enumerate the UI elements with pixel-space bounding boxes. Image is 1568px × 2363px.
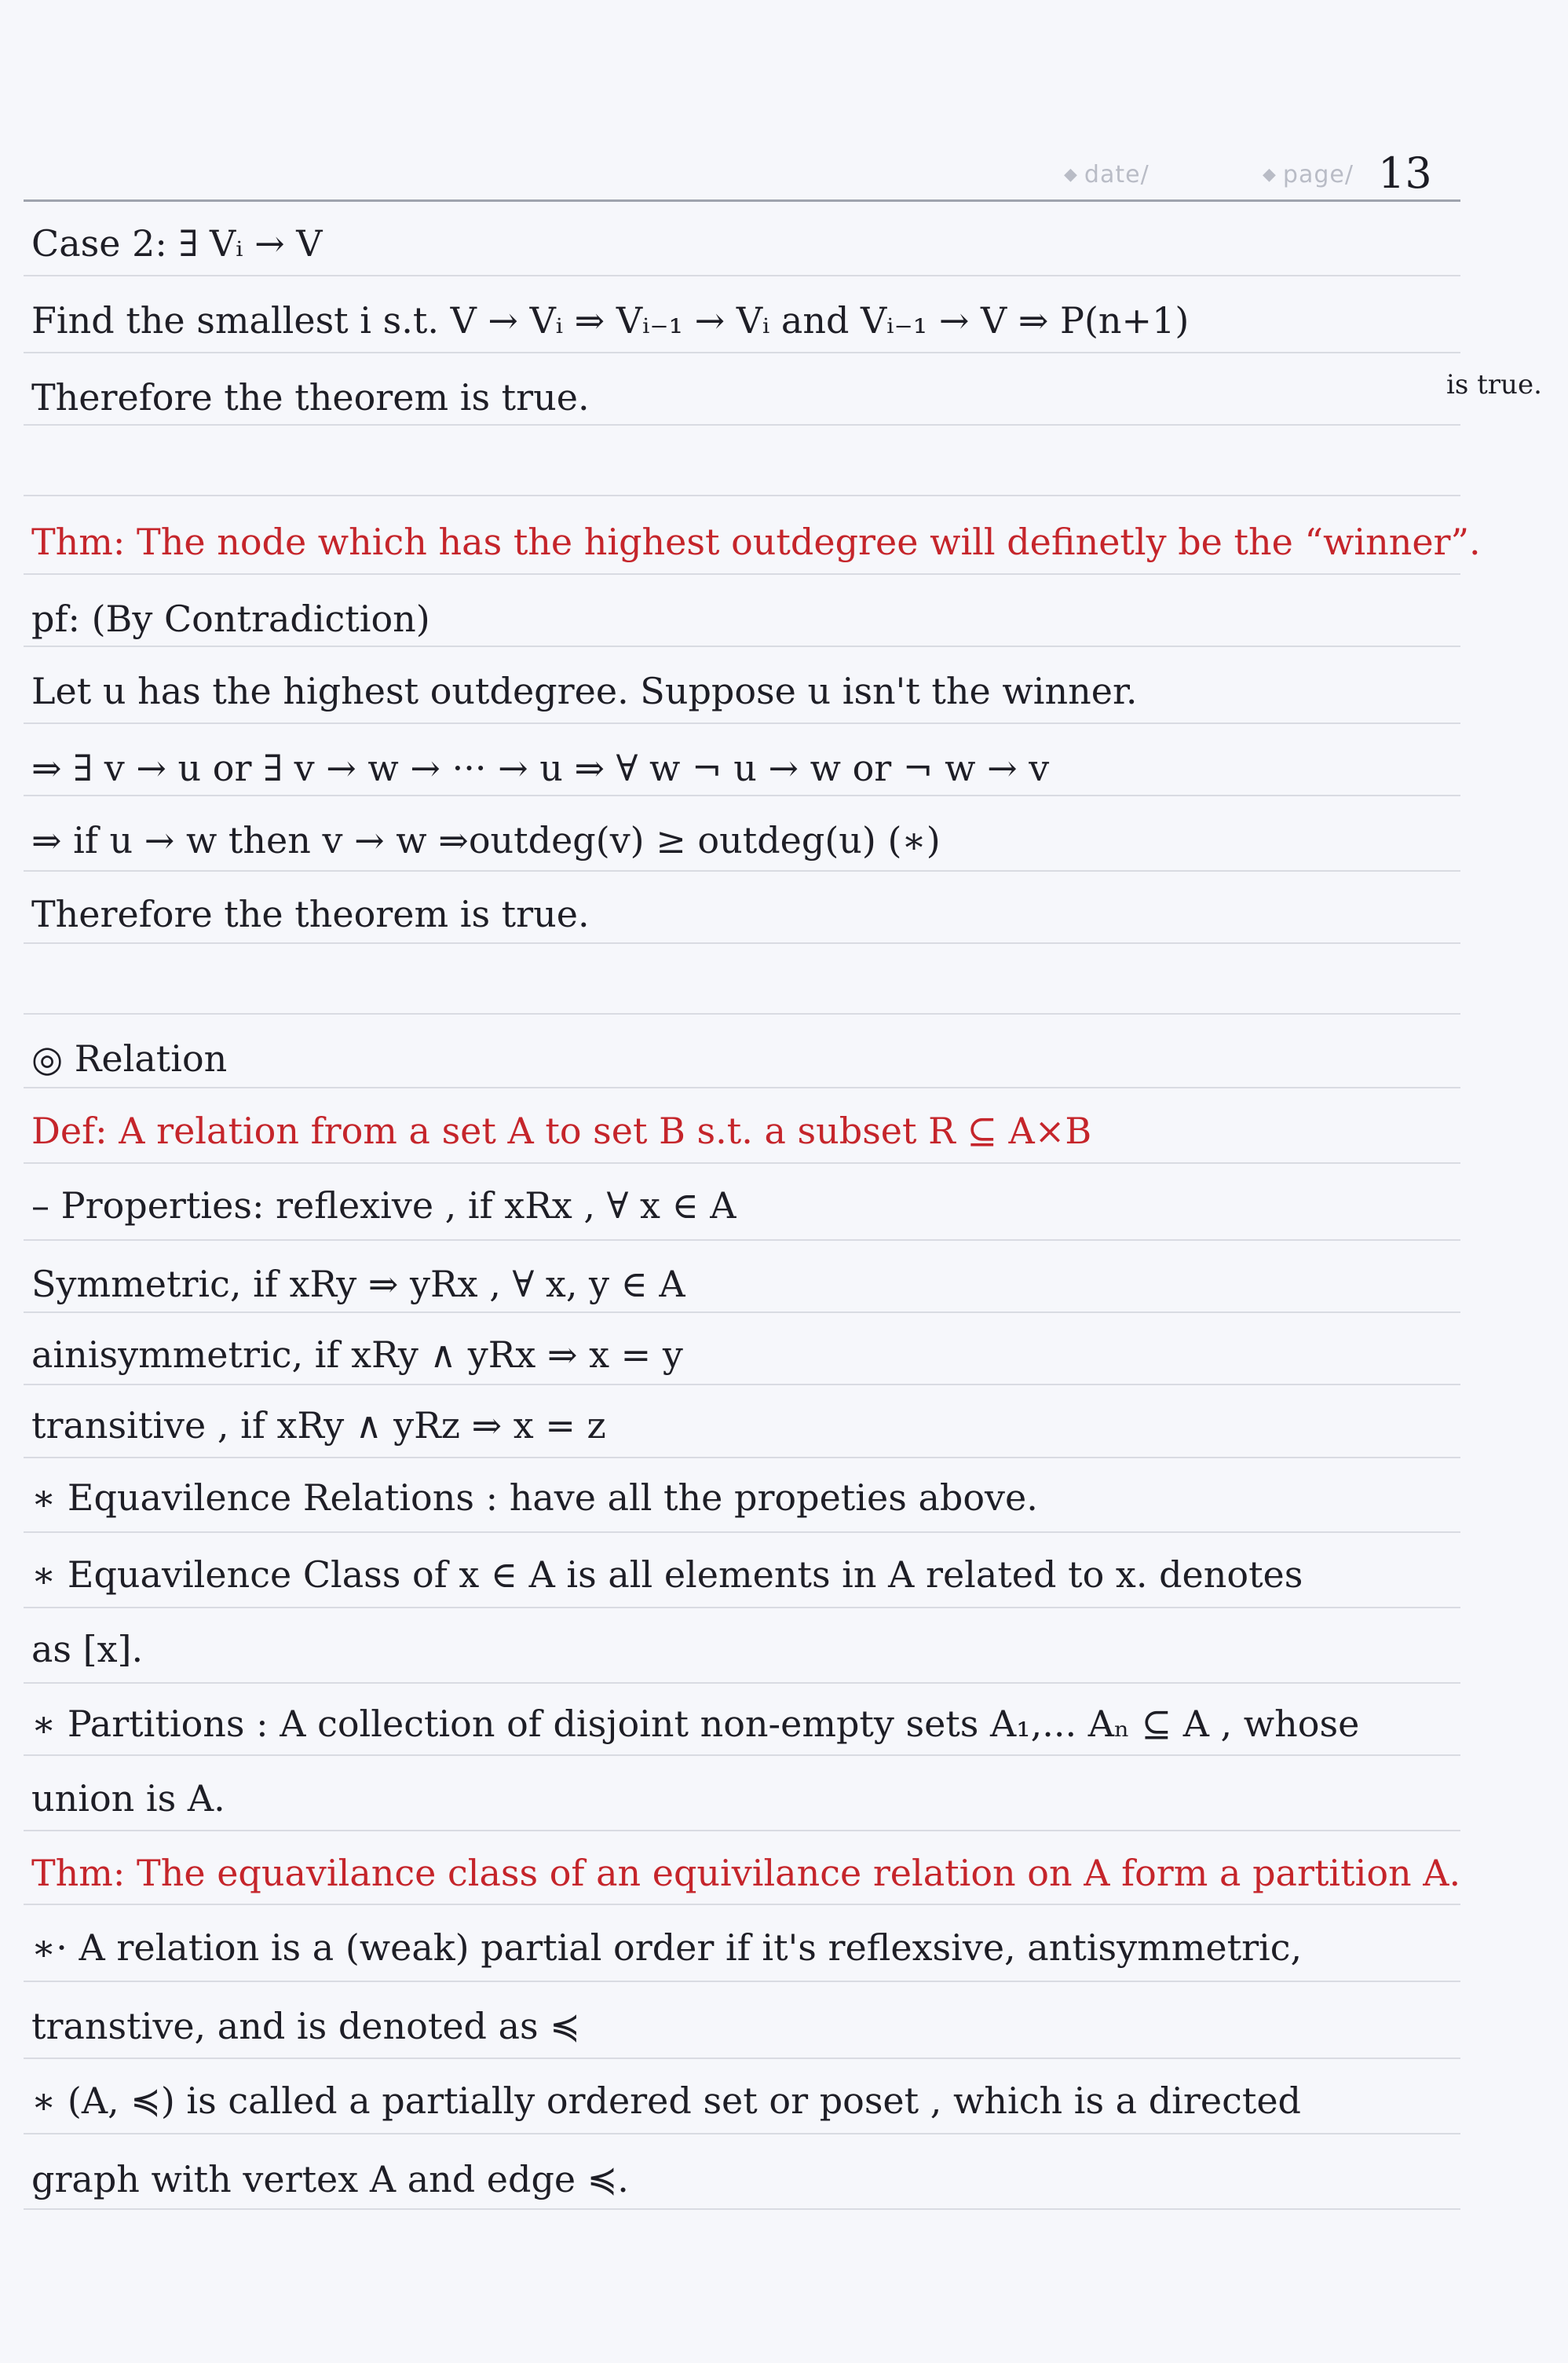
ruled-line	[24, 1239, 1460, 1241]
ruled-line	[24, 1384, 1460, 1385]
ruled-line	[24, 1682, 1460, 1684]
note-line-def: Def: A relation from a set A to set B s.t. a subset R ⊆ A×B	[31, 1110, 1092, 1152]
note-line-graph: graph with vertex A and edge ≼.	[31, 2158, 629, 2200]
note-line-therefore2: Therefore the theorem is true.	[31, 893, 590, 935]
note-line-case2: Case 2: ∃ Vᵢ → V	[31, 222, 323, 265]
ruled-line	[24, 2058, 1460, 2059]
ruled-line	[24, 1311, 1460, 1313]
date-label: ◆ date/	[1064, 161, 1150, 188]
ruled-line	[24, 870, 1460, 872]
note-line-find: Find the smallest i s.t. V → Vᵢ ⇒ Vᵢ₋₁ → Vᵢ and Vᵢ₋₁ → V ⇒ P(n+1)	[31, 299, 1190, 342]
ruled-line	[24, 942, 1460, 944]
ruled-line	[24, 573, 1460, 575]
ruled-line	[24, 352, 1460, 353]
note-line-therefore1: Therefore the theorem is true.	[31, 376, 590, 419]
ruled-line	[24, 2133, 1460, 2134]
note-line-prop1: – Properties: reflexive , if xRx , ∀ x ∈ A	[31, 1184, 736, 1227]
note-line-equiv_rel: ∗ Equavilence Relations : have all the propeties above.	[31, 1476, 1038, 1519]
note-line-poset: ∗ (A, ≼) is called a partially ordered set or poset , which is a directed	[31, 2080, 1302, 2122]
note-line-implies2: ⇒ if u → w then v → w ⇒outdeg(v) ≥ outdeg(u) (∗)	[31, 819, 941, 861]
page-number: 13	[1378, 148, 1432, 198]
note-line-equiv_class: ∗ Equavilence Class of x ∈ A is all elements in A related to x. denotes	[31, 1553, 1303, 1596]
ruled-line	[24, 1754, 1460, 1756]
ruled-line	[24, 1013, 1460, 1015]
note-line-partial: ∗· A relation is a (weak) partial order if it's reflexsive, antisymmetric,	[31, 1926, 1303, 1969]
ruled-line	[24, 275, 1460, 276]
note-line-transtive: transtive, and is denoted as ≼	[31, 2005, 580, 2047]
note-line-let: Let u has the highest outdegree. Suppose u isn't the winner.	[31, 670, 1138, 712]
note-line-implies1: ⇒ ∃ v → u or ∃ v → w → ··· → u ⇒ ∀ w ¬ u → w or ¬ w → v	[31, 747, 1050, 789]
note-line-prop4: transitive , if xRy ∧ yRz ⇒ x = z	[31, 1404, 606, 1447]
ruled-line	[24, 1981, 1460, 1982]
ruled-line	[24, 646, 1460, 647]
ruled-line	[24, 1457, 1460, 1458]
ruled-line	[24, 722, 1460, 724]
note-line-thm2: Thm: The equavilance class of an equivilance relation on A form a partition A.	[31, 1852, 1461, 1894]
ruled-line	[24, 1087, 1460, 1088]
note-line-as_x: as [x].	[31, 1628, 144, 1670]
page-label: ◆ page/	[1263, 161, 1354, 188]
note-line-partitions: ∗ Partitions : A collection of disjoint non-empty sets A₁,... Aₙ ⊆ A , whose	[31, 1703, 1360, 1745]
side-note: is true.	[1446, 369, 1542, 401]
page-header	[0, 148, 1568, 200]
note-line-thm1: Thm: The node which has the highest outdegree will definetly be the “winner”.	[31, 521, 1481, 563]
ruled-line	[24, 1531, 1460, 1533]
ruled-line	[24, 495, 1460, 496]
ruled-line	[24, 424, 1460, 426]
header-rule	[24, 199, 1460, 202]
note-line-prop3: ainisymmetric, if xRy ∧ yRx ⇒ x = y	[31, 1333, 683, 1376]
note-line-union: union is A.	[31, 1777, 225, 1820]
ruled-line	[24, 2208, 1460, 2210]
ruled-line	[24, 795, 1460, 796]
ruled-line	[24, 1904, 1460, 1905]
ruled-line	[24, 1162, 1460, 1164]
note-line-pf: pf: (By Contradiction)	[31, 598, 430, 640]
note-line-relation: ◎ Relation	[31, 1037, 228, 1080]
note-line-prop2: Symmetric, if xRy ⇒ yRx , ∀ x, y ∈ A	[31, 1263, 685, 1305]
ruled-line	[24, 1830, 1460, 1831]
ruled-line	[24, 1607, 1460, 1608]
